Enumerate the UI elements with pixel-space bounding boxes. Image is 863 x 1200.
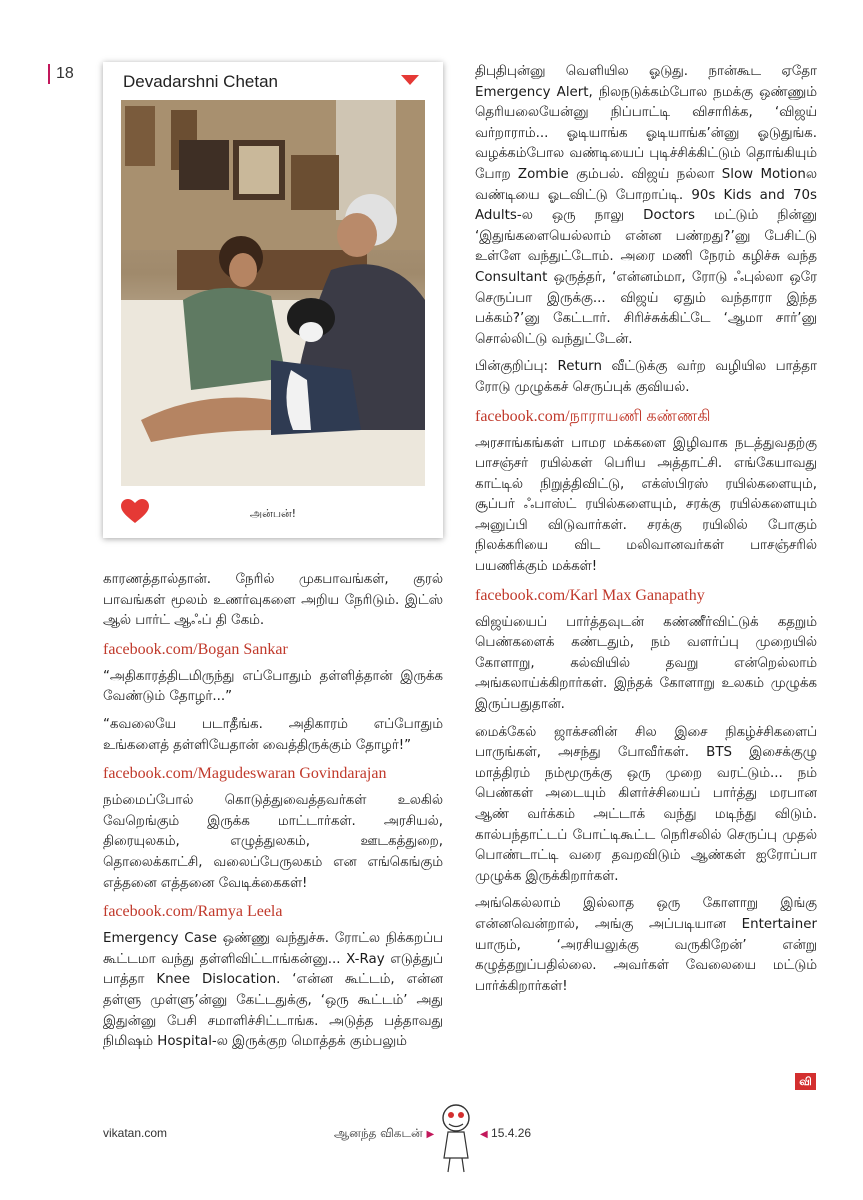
magazine-name: ஆனந்த விகடன்	[334, 1126, 423, 1140]
vikatan-end-logo: வி	[795, 1073, 816, 1090]
source-link[interactable]: facebook.com/Ramya Leela	[103, 903, 283, 921]
paragraph: அரசாங்கங்கள் பாமர மக்களை இழிவாக நடத்துவதற்கு பாசஞ்சர் ரயில்கள் பெரிய அத்தாட்சி. எங்கேயாவது காட்டில் நிறுத்திவிட்டு, எக்ஸ்பிரஸ் ரயில்களையும், சூப்பர் ஃபாஸ்ட் ரயில்களையும், சரக்கு ரயில்களையும் அனுப்பி விடுவார்கள். சரக்கு ரயிலில் போகும் நிலக்கரியை விட மலிவானவர்கள் பாசஞ்சரில் பயணிக்கும் மக்கள்!	[475, 435, 817, 575]
source-link[interactable]: facebook.com/Karl Max Ganapathy	[475, 586, 705, 604]
source-link[interactable]: facebook.com/Bogan Sankar	[103, 640, 288, 658]
paragraph: Emergency Case ஒண்ணு வந்துச்சு. ரோட்ல நிக்கறப்ப கூட்டமா வந்து தள்ளிவிட்டாங்கன்னு... X-Ray எடுத்துப் பாத்தா Knee Dislocation. ‘என்ன கூட்டம், என்ன தள்ளு முள்ளு’ன்னு கேட்டதுக்கு, ‘ஒரு கூட்டம்’ அது இதுன்னு பேசி சமாளிச்சிட்டாங்க. அடுத்த பத்தாவது நிமிஷம் Hospital-ல இருக்குற மொத்தக் கும்பலும்	[103, 931, 443, 1050]
source-link[interactable]: facebook.com/Magudeswaran Govindarajan	[103, 765, 387, 783]
issue-date: 15.4.26	[491, 1126, 532, 1140]
post-photo	[121, 100, 425, 486]
right-column	[475, 62, 817, 1004]
paragraph: பின்குறிப்பு: Return வீட்டுக்கு வர்ற வழியில பாத்தா ரோடு முழுக்கச் செருப்புக் குவியல்.	[475, 359, 817, 395]
paragraph: திபுதிபுன்னு வெளியில ஓடுது. நான்கூட ஏதோ Emergency Alert, நிலநடுக்கம்போல நமக்கு ஒண்ணும் தெரியலையேன்னு நிப்பாட்டி விசாரிக்க, ‘விஜய் வர்றாராம்... ஓடியாங்க ஓடியாங்க’ன்னு ஓடுதுங்க. வழக்கம்போல வண்டியைப் புடிச்சிக்கிட்டும் தொங்கியும் போற Zombie கும்பல். விஜய் நல்லா Slow Motionல வண்டியை ஓடவிட்டு போறாப்டி. 90s Kids and 70s Adults-ல ஒரு நாலு Doctors மட்டும் நின்னு ‘இதுங்களையெல்லாம் என்ன பண்றது?’னு பேசிட்டு உள்ளே வந்துட்டோம். அரை மணி நேரம் கழிச்சு வந்த Consultant ஒருத்தர், ‘என்னம்மா, ரோடு ஃபுல்லா ஒரே செருப்பா இருக்கு... விஜய் ஏதும் வந்தாரா இந்த பக்கம்?’னு கேட்டார். சிரிச்சுக்கிட்டே ‘ஆமா சார்’னு சொல்லிட்டு வந்துட்டேன்.	[475, 64, 817, 347]
arrow-left-icon: ◀	[480, 1129, 488, 1140]
footer-magazine	[334, 1126, 434, 1142]
footer-site[interactable]: vikatan.com	[103, 1126, 168, 1140]
paragraph: அங்கெல்லாம் இல்லாத ஒரு கோளாறு இங்கு என்னவென்றால், அங்கு அப்படியான Entertainer யாரும், ‘அரசியலுக்கு வருகிறேன்’ என்று கழுத்தறுப்பதில்லை. அவர்கள் வேலையை மட்டும் பார்க்கிறார்கள்!	[475, 896, 817, 994]
paragraph: நம்மைப்போல் கொடுத்துவைத்தவர்கள் உலகில் வேறெங்கும் இருக்க மாட்டார்கள். அரசியல், திரையுலகம், எழுத்துலகம், ஊடகத்துறை, தொலைக்காட்சி, வலைப்பேருலகம் என எங்கெங்கும் எத்தனை எத்தனை வேடிக்கைகள்!	[103, 793, 443, 891]
paragraph: காரணத்தால்தான். நேரில் முகபாவங்கள், குரல் பாவங்கள் மூலம் உணர்வுகளை அறிய நேரிடும். இட்ஸ் ஆல் பார்ட் ஆஃப் தி கேம்.	[103, 572, 443, 629]
dropdown-icon	[401, 75, 419, 85]
footer-date-wrap	[480, 1126, 531, 1140]
left-column	[103, 570, 443, 1060]
paragraph: “கவலையே படாதீங்க. அதிகாரம் எப்போதும் உங்களைத் தள்ளியேதான் வைத்திருக்கும் தோழர்!”	[103, 716, 443, 753]
paragraph: “அதிகாரத்திடமிருந்து எப்போதும் தள்ளித்தான் இருக்க வேண்டும் தோழர்...”	[103, 668, 443, 705]
source-link[interactable]: facebook.com/நாராயணி கண்ணகி	[475, 407, 711, 425]
arrow-right-icon: ▶	[426, 1129, 435, 1140]
paragraph: விஜய்யைப் பார்த்தவுடன் கண்ணீர்விட்டுக் கதறும் பெண்களைக் கண்டதும், நம் வளர்ப்பு முறையில் கோளாறு, கல்வியில் தவறு என்றெல்லாம் அங்கலாய்க்கிறார்கள். இந்தக் கோளாறு உலகம் முழுக்க இருப்பதுதான்.	[475, 614, 817, 713]
post-author: Devadarshni Chetan	[123, 72, 278, 91]
mascot-icon	[438, 1100, 474, 1174]
post-caption: அன்பன்!	[249, 507, 297, 520]
paragraph: மைக்கேல் ஜாக்சனின் சில இசை நிகழ்ச்சிகளைப் பாருங்கள், அசந்து போவீர்கள். BTS இசைக்குழு மாத்திரம் நம்மூருக்கு ஒரு முறை வரட்டும்... நம் பெண்கள் அடையும் கிளர்ச்சியைப் பார்த்து மரபான ஆண் வர்க்கம் அட்டாக் வந்து மடிந்து விடும். கால்பந்தாட்டப் போட்டிகூட்ட நெரிசலில் செருப்பு முதல் பொண்டாட்டி வரை தவறவிடும் ஆண்கள் ஐரோப்பா முழுக்க இருக்கிறார்கள்.	[475, 724, 817, 884]
page-number: 18	[48, 64, 74, 84]
instagram-post-card	[103, 62, 443, 538]
